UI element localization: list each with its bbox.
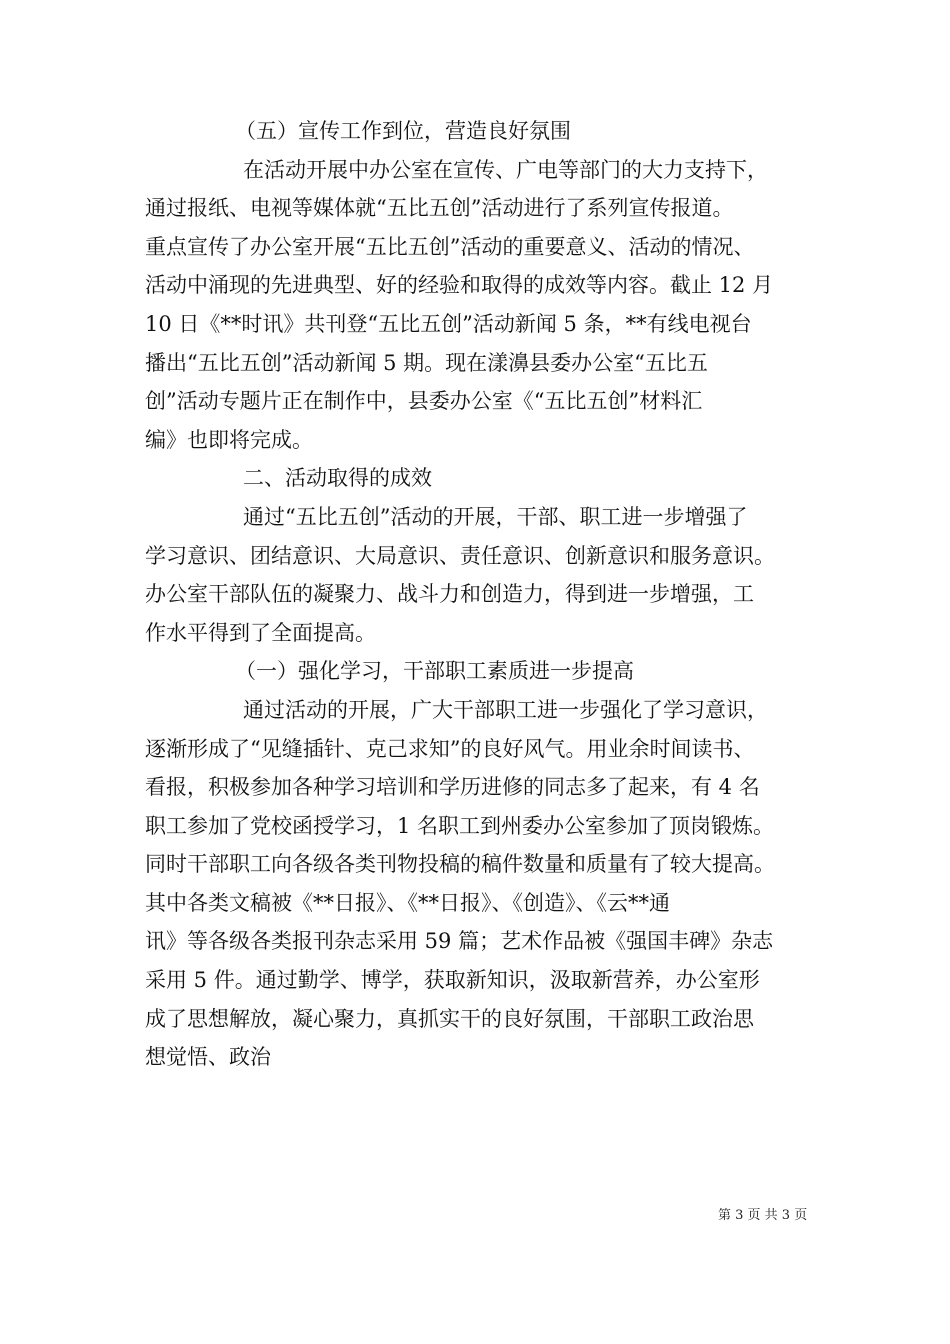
- paragraph-line: 办公室干部队伍的凝聚力、战斗力和创造力，得到进一步增强，工: [145, 582, 754, 607]
- paragraph-line: 成了思想解放，凝心聚力，真抓实干的良好氛围，干部职工政治思: [145, 1006, 754, 1031]
- paragraph-line: 其中各类文稿被《**日报》、《**日报》、《创造》、《云**通: [145, 890, 670, 915]
- paragraph-line: 10 日《**时讯》共刊登“五比五创”活动新闻 5 条，**有线电视台: [145, 311, 752, 336]
- paragraph-line: 创”活动专题片正在制作中，县委办公室《“五比五创”材料汇: [145, 389, 703, 414]
- paragraph-line: 讯》等各级各类报刊杂志采用 59 篇；艺术作品被《强国丰碑》杂志: [145, 929, 774, 954]
- paragraph-line: 通过“五比五创”活动的开展，干部、职工进一步增强了: [243, 504, 748, 529]
- paragraph-line: 想觉悟、政治: [145, 1045, 271, 1070]
- paragraph-line: 通过活动的开展，广大干部职工进一步强化了学习意识，: [243, 697, 768, 722]
- paragraph-line: 活动中涌现的先进典型、好的经验和取得的成效等内容。截止 12 月: [145, 273, 774, 298]
- paragraph-line: 通过报纸、电视等媒体就“五比五创”活动进行了系列宣传报道。: [145, 196, 734, 221]
- paragraph-line: 重点宣传了办公室开展“五比五创”活动的重要意义、活动的情况、: [145, 234, 755, 259]
- paragraph-line: 职工参加了党校函授学习，1 名职工到州委办公室参加了顶岗锻炼。: [145, 813, 775, 838]
- paragraph-line: 学习意识、团结意识、大局意识、责任意识、创新意识和服务意识。: [145, 543, 775, 568]
- paragraph-line: 编》也即将完成。: [145, 427, 313, 452]
- paragraph-line: 逐渐形成了“见缝插针、克己求知”的良好风气。用业余时间读书、: [145, 736, 755, 761]
- page-number-footer: 第 3 页 共 3 页: [718, 1208, 808, 1223]
- paragraph-line: 在活动开展中办公室在宣传、广电等部门的大力支持下，: [243, 157, 768, 182]
- paragraph-line: 看报，积极参加各种学习培训和学历进修的同志多了起来，有 4 名: [145, 775, 760, 800]
- paragraph-line: 作水平得到了全面提高。: [145, 620, 376, 645]
- paragraph-line: 播出“五比五创”活动新闻 5 期。现在漾濞县委办公室“五比五: [145, 350, 708, 375]
- section-heading-five: （五）宣传工作到位，营造良好氛围: [235, 119, 571, 143]
- paragraph-line: 同时干部职工向各级各类刊物投稿的稿件数量和质量有了较大提高。: [145, 852, 775, 877]
- section-heading-one: （一）强化学习，干部职工素质进一步提高: [235, 659, 634, 684]
- paragraph-line: 采用 5 件。通过勤学、博学，获取新知识，汲取新营养，办公室形: [145, 968, 760, 993]
- section-heading-results: 二、活动取得的成效: [243, 466, 432, 491]
- body-text: [145, 112, 815, 1077]
